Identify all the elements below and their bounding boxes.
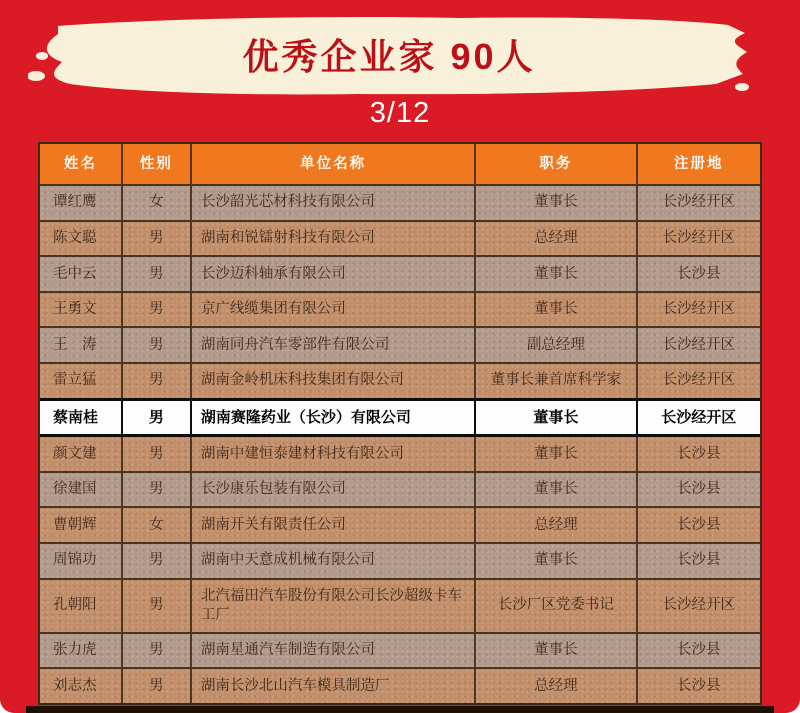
- cell-company: 湖南中天意成机械有限公司: [192, 544, 476, 578]
- cell-location: 长沙县: [677, 552, 721, 569]
- column-header: 姓名: [40, 144, 123, 184]
- table-row: [40, 578, 760, 632]
- cell-gender: 男: [123, 473, 192, 507]
- cell-name: 陈文聪: [40, 222, 123, 256]
- cell-name: 孔朝阳: [40, 580, 123, 632]
- cell-position: 总经理: [476, 508, 637, 542]
- column-header: 性别: [123, 144, 192, 184]
- cell-name: 雷立猛: [40, 364, 123, 398]
- cell-company: 湖南开关有限责任公司: [192, 508, 476, 542]
- cell-position: 董事长: [476, 401, 637, 435]
- cell-company: 湖南星通汽车制造有限公司: [192, 634, 476, 668]
- cell-location: 长沙经开区: [662, 301, 736, 318]
- cell-gender: 男: [123, 328, 192, 362]
- cell-name: 张力虎: [40, 634, 123, 668]
- table-body: [40, 184, 760, 703]
- table-row: [40, 542, 760, 578]
- cell-company: 长沙迈科轴承有限公司: [192, 257, 476, 291]
- cell-name: 周锦功: [40, 544, 123, 578]
- column-header: 注册地: [674, 155, 724, 172]
- cell-position: 总经理: [476, 222, 637, 256]
- cell-gender: 男: [123, 580, 192, 632]
- cell-location: 长沙县: [677, 265, 721, 282]
- cell-position: 总经理: [476, 669, 637, 703]
- table-row: [40, 632, 760, 668]
- entrepreneurs-table: [38, 142, 762, 705]
- cell-name: 颜文建: [40, 437, 123, 471]
- cell-company: 湖南长沙北山汽车模具制造厂: [192, 669, 476, 703]
- bottom-strip: [26, 706, 774, 713]
- table-row: [40, 471, 760, 507]
- cell-gender: 男: [123, 293, 192, 327]
- cell-gender: 女: [123, 508, 192, 542]
- cell-location: 长沙县: [677, 445, 721, 462]
- cell-position: 长沙厂区党委书记: [476, 580, 637, 632]
- cell-name: 毛中云: [40, 257, 123, 291]
- cell-name: 王 涛: [40, 328, 123, 362]
- cell-position: 董事长: [476, 186, 637, 220]
- column-header: 单位名称: [192, 144, 476, 184]
- cell-position: 董事长: [476, 473, 637, 507]
- cell-gender: 男: [123, 544, 192, 578]
- cell-gender: 男: [123, 257, 192, 291]
- cell-position: 董事长: [476, 544, 637, 578]
- table-header-row: [40, 144, 760, 184]
- cell-position: 副总经理: [476, 328, 637, 362]
- cell-name: 刘志杰: [40, 669, 123, 703]
- cell-location: 长沙经开区: [662, 372, 736, 389]
- cell-name: 王勇文: [40, 293, 123, 327]
- table-row: [40, 506, 760, 542]
- cell-name: 谭红鹰: [40, 186, 123, 220]
- cell-location: 长沙经开区: [662, 336, 736, 353]
- cell-company: 湖南中建恒泰建材科技有限公司: [192, 437, 476, 471]
- cell-gender: 男: [123, 364, 192, 398]
- table-row: [40, 326, 760, 362]
- column-header: 职务: [476, 144, 637, 184]
- cell-company: 湖南赛隆药业（长沙）有限公司: [192, 401, 476, 435]
- cell-position: 董事长兼首席科学家: [476, 364, 637, 398]
- table-row: [40, 434, 760, 471]
- cell-location: 长沙县: [677, 481, 721, 498]
- title-banner: [28, 12, 750, 100]
- cell-position: 董事长: [476, 634, 637, 668]
- cell-name: 徐建国: [40, 473, 123, 507]
- table-row: [40, 291, 760, 327]
- cell-gender: 男: [123, 222, 192, 256]
- cell-position: 董事长: [476, 257, 637, 291]
- cell-name: 曹朝辉: [40, 508, 123, 542]
- cell-location: 长沙县: [677, 642, 721, 659]
- cell-location: 长沙经开区: [662, 194, 736, 211]
- page-indicator: 3/12: [369, 97, 431, 129]
- cell-company: 京广线缆集团有限公司: [192, 293, 476, 327]
- cell-position: 董事长: [476, 437, 637, 471]
- cell-company: 湖南同舟汽车零部件有限公司: [192, 328, 476, 362]
- table-row: [40, 184, 760, 220]
- cell-name: 蔡南桂: [40, 401, 123, 435]
- cell-company: 湖南金岭机床科技集团有限公司: [192, 364, 476, 398]
- cell-gender: 男: [123, 437, 192, 471]
- cell-company: 湖南和锐镭射科技有限公司: [192, 222, 476, 256]
- cell-gender: 男: [123, 401, 192, 435]
- cell-gender: 男: [123, 634, 192, 668]
- table-row-highlighted: [40, 398, 760, 435]
- page-title: 优秀企业家 90人: [242, 35, 536, 77]
- table-row: [40, 255, 760, 291]
- cell-location: 长沙县: [677, 516, 721, 533]
- cell-position: 董事长: [476, 293, 637, 327]
- table-row: [40, 220, 760, 256]
- table-row: [40, 362, 760, 398]
- cell-location: 长沙经开区: [662, 229, 736, 246]
- cell-location: 长沙经开区: [662, 597, 736, 614]
- cell-company: 长沙康乐包装有限公司: [192, 473, 476, 507]
- cell-location: 长沙经开区: [661, 408, 737, 426]
- cell-gender: 女: [123, 186, 192, 220]
- cell-company: 长沙韶光芯材科技有限公司: [192, 186, 476, 220]
- cell-company: 北汽福田汽车股份有限公司长沙超级卡车工厂: [192, 580, 476, 632]
- cell-gender: 男: [123, 669, 192, 703]
- cell-location: 长沙县: [677, 677, 721, 694]
- table-row: [40, 667, 760, 703]
